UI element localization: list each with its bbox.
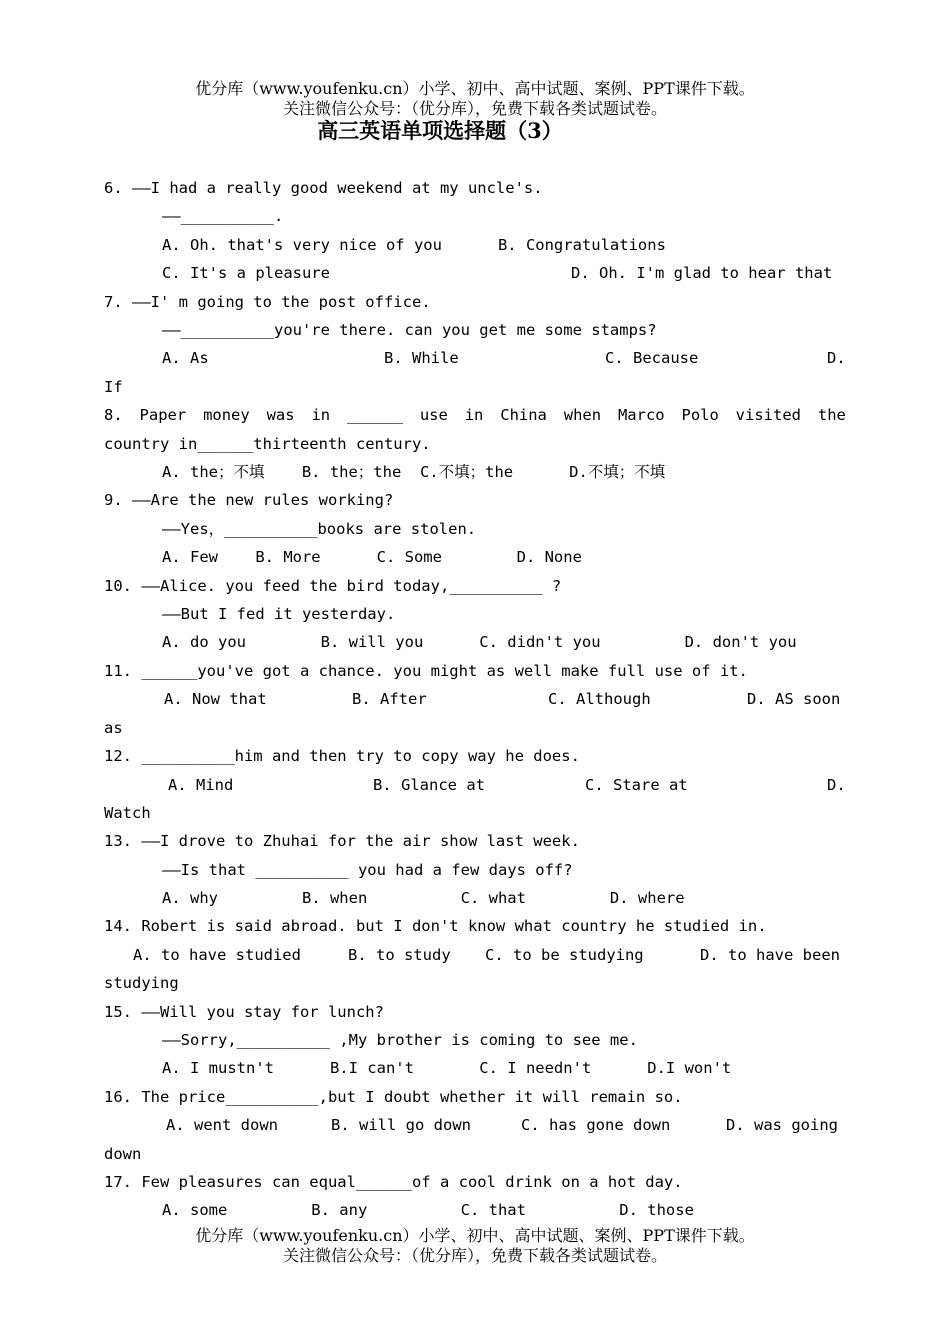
q15-options: A. I mustn't B.I can't C. I needn't D.I won't xyxy=(162,1059,732,1077)
q6-options-2a: C. It's a pleasure xyxy=(162,264,330,282)
q7-option-b: B. While xyxy=(384,349,459,367)
q8-word: in xyxy=(311,406,331,424)
q15-line-1: 15. ——Will you stay for lunch? xyxy=(104,1003,384,1021)
q8-word: the xyxy=(817,406,846,424)
q8-word: 8. xyxy=(104,406,123,424)
q6-options-1: A. Oh. that's very nice of you B. Congratulations xyxy=(162,236,666,254)
q9-line-2: ——Yes，__________books are stolen. xyxy=(162,520,477,538)
q12-option-d: D. xyxy=(827,776,846,794)
q11-line-1: 11. ______you've got a chance. you might as well make full use of it. xyxy=(104,662,748,680)
q8-word: use xyxy=(419,406,448,424)
q16-option-b: B. will go down xyxy=(331,1116,471,1134)
q8-line-2: country in______thirteenth century. xyxy=(104,435,431,453)
q7-option-a: A. As xyxy=(162,349,209,367)
q14-option-d-cont: studying xyxy=(104,974,179,992)
footer-line-2: 关注微信公众号：（优分库），免费下载各类试题试卷。 xyxy=(282,1246,667,1265)
q8-blank: ______ xyxy=(346,406,403,424)
q8-word: money xyxy=(203,406,250,424)
q11-option-d: D. AS soon xyxy=(747,690,841,708)
q16-line-1: 16. The price__________,but I doubt whether it will remain so. xyxy=(104,1088,683,1106)
q7-option-d: D. xyxy=(827,349,846,367)
q13-options: A. why B. when C. what D. where xyxy=(162,889,685,907)
q8-word: was xyxy=(266,406,295,424)
q13-line-1: 13. ——I drove to Zhuhai for the air show last week. xyxy=(104,832,580,850)
q6-options-2b: D. Oh. I'm glad to hear that xyxy=(571,264,833,282)
q15-line-2: ——Sorry,__________ ,My brother is coming to see me. xyxy=(162,1031,638,1049)
q16-option-c: C. has gone down xyxy=(521,1116,671,1134)
q14-option-a: A. to have studied xyxy=(133,946,301,964)
q17-line-1: 17. Few pleasures can equal______of a cool drink on a hot day. xyxy=(104,1173,683,1191)
q13-line-2: ——Is that __________ you had a few days off? xyxy=(162,861,573,879)
q8-word: China xyxy=(500,406,547,424)
q14-line-1: 14. Robert is said abroad. but I don't know what country he studied in. xyxy=(104,917,767,935)
q12-option-a: A. Mind xyxy=(168,776,234,794)
q11-option-a: A. Now that xyxy=(164,690,267,708)
q6-line-2: ——__________. xyxy=(162,207,284,225)
q8-word: in xyxy=(464,406,484,424)
q9-options: A. Few B. More C. Some D. None xyxy=(162,548,582,566)
q11-option-b: B. After xyxy=(352,690,427,708)
page-title: 高三英语单项选择题（3） xyxy=(317,118,563,143)
q8-word: Polo xyxy=(681,406,719,424)
q8-word: Marco xyxy=(617,406,665,424)
q12-option-d-cont: Watch xyxy=(104,804,151,822)
q8-options: A. the；不填 B. the；the C.不填；the D.不填；不填 xyxy=(162,463,666,481)
q7-option-d-cont: If xyxy=(104,378,123,396)
q11-option-c: C. Although xyxy=(548,690,651,708)
q9-line-1: 9. ——Are the new rules working? xyxy=(104,491,394,509)
q16-option-a: A. went down xyxy=(166,1116,278,1134)
q12-option-b: B. Glance at xyxy=(373,776,485,794)
q14-option-c: C. to be studying xyxy=(485,946,644,964)
q10-line-1: 10. ——Alice. you feed the bird today,__________ ? xyxy=(104,577,562,595)
q14-option-d: D. to have been xyxy=(700,946,840,964)
q7-option-c: C. Because xyxy=(605,349,699,367)
q8-word: Paper xyxy=(139,406,187,424)
header-line-1: 优分库（www.youfenku.cn）小学、初中、高中试题、案例、PPT课件下载。 xyxy=(195,79,755,98)
q7-line-1: 7. ——I' m going to the post office. xyxy=(104,293,431,311)
footer-line-1: 优分库（www.youfenku.cn）小学、初中、高中试题、案例、PPT课件下载。 xyxy=(195,1226,755,1245)
q17-options: A. some B. any C. that D. those xyxy=(162,1201,694,1219)
q12-line-1: 12. __________him and then try to copy way he does. xyxy=(104,747,580,765)
q16-option-d: D. was going xyxy=(726,1116,838,1134)
q10-options: A. do you B. will you C. didn't you D. don't you xyxy=(162,633,797,651)
q14-option-b: B. to study xyxy=(348,946,451,964)
q16-option-d-cont: down xyxy=(104,1145,142,1163)
q10-line-2: ——But I fed it yesterday. xyxy=(162,605,396,623)
q8-line-1 xyxy=(104,401,846,429)
q6-line-1: 6. ——I had a really good weekend at my uncle's. xyxy=(104,179,543,197)
q7-line-2: ——__________you're there. can you get me some stamps? xyxy=(162,321,657,339)
header-line-2: 关注微信公众号：（优分库），免费下载各类试题试卷。 xyxy=(282,99,667,118)
q11-option-d-cont: as xyxy=(104,719,123,737)
q8-word: when xyxy=(563,406,602,424)
q12-option-c: C. Stare at xyxy=(585,776,688,794)
q8-word: visited xyxy=(735,406,801,424)
